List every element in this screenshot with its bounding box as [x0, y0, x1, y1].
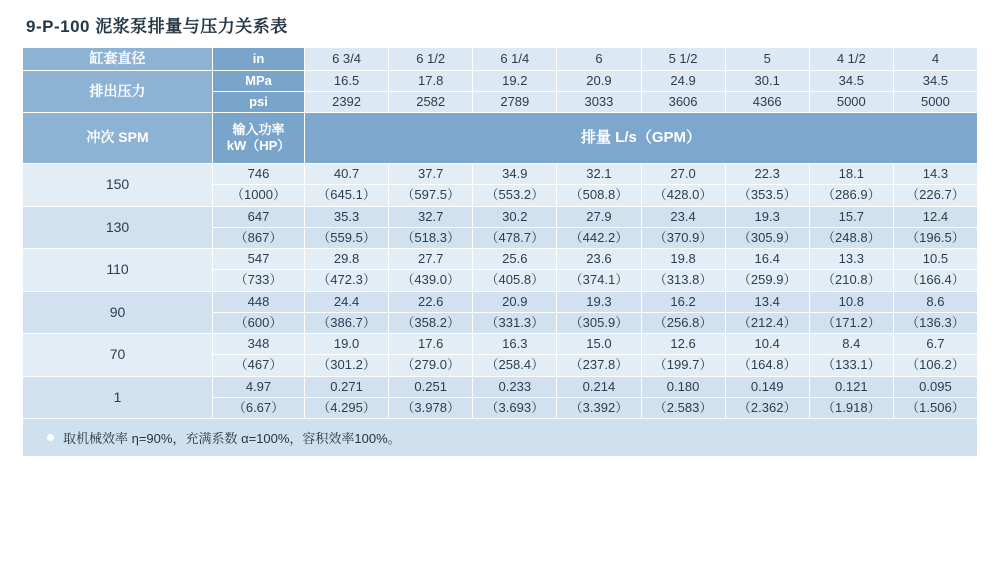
cell-flow-gpm: （136.3）	[893, 312, 977, 333]
cell-flow-ls: 10.8	[809, 291, 893, 312]
cell-flow-gpm: （212.4）	[725, 312, 809, 333]
cell-flow-gpm: （279.0）	[389, 355, 473, 376]
cell-flow-gpm: （259.9）	[725, 270, 809, 291]
cell-flow-ls: 12.6	[641, 334, 725, 355]
pressure-psi-3: 3033	[557, 91, 641, 112]
cell-power-kw: 348	[213, 334, 305, 355]
page-title: 9-P-100 泥浆泵排量与压力关系表	[26, 17, 288, 36]
cell-flow-ls: 0.214	[557, 376, 641, 397]
cell-flow-ls: 30.2	[473, 206, 557, 227]
cell-flow-ls: 0.251	[389, 376, 473, 397]
cell-flow-gpm: （331.3）	[473, 312, 557, 333]
cell-flow-ls: 0.095	[893, 376, 977, 397]
cell-flow-gpm: （196.5）	[893, 227, 977, 248]
cell-spm: 70	[23, 334, 213, 377]
pressure-mpa-2: 19.2	[473, 70, 557, 91]
table-row	[23, 334, 978, 355]
pressure-mpa-4: 24.9	[641, 70, 725, 91]
cell-flow-ls: 17.6	[389, 334, 473, 355]
cell-spm: 130	[23, 206, 213, 249]
cell-flow-ls: 37.7	[389, 164, 473, 185]
table-row	[23, 376, 978, 397]
cell-flow-gpm: （553.2）	[473, 185, 557, 206]
cell-flow-ls: 24.4	[305, 291, 389, 312]
col-header-input-power	[213, 113, 305, 164]
pressure-psi-1: 2582	[389, 91, 473, 112]
table-row	[23, 249, 978, 270]
pressure-psi-5: 4366	[725, 91, 809, 112]
pressure-mpa-3: 20.9	[557, 70, 641, 91]
cell-flow-gpm: （597.5）	[389, 185, 473, 206]
cell-flow-ls: 32.7	[389, 206, 473, 227]
liner-size-2: 6 1/4	[473, 48, 557, 71]
cell-flow-gpm: （405.8）	[473, 270, 557, 291]
cell-flow-ls: 22.6	[389, 291, 473, 312]
cell-flow-ls: 16.2	[641, 291, 725, 312]
unit-in: in	[213, 48, 305, 71]
cell-flow-gpm: （472.3）	[305, 270, 389, 291]
cell-flow-gpm: （313.8）	[641, 270, 725, 291]
table-row-pressure-mpa	[23, 70, 978, 91]
col-header-input-power-line1: 输入功率	[232, 121, 285, 137]
liner-size-4: 5 1/2	[641, 48, 725, 71]
cell-flow-gpm: （3.392）	[557, 397, 641, 418]
cell-flow-gpm: （1.918）	[809, 397, 893, 418]
cell-flow-ls: 27.7	[389, 249, 473, 270]
cell-flow-gpm: （559.5）	[305, 227, 389, 248]
cell-flow-gpm: （237.8）	[557, 355, 641, 376]
cell-flow-gpm: （286.9）	[809, 185, 893, 206]
cell-flow-ls: 23.6	[557, 249, 641, 270]
cell-flow-gpm: （353.5）	[725, 185, 809, 206]
cell-flow-gpm: （2.362）	[725, 397, 809, 418]
cell-power-hp: （733）	[213, 270, 305, 291]
cell-flow-gpm: （171.2）	[809, 312, 893, 333]
liner-size-6: 4 1/2	[809, 48, 893, 71]
pump-spec-table	[22, 47, 978, 419]
row-label-discharge-pressure: 排出压力	[23, 70, 213, 113]
cell-power-kw: 746	[213, 164, 305, 185]
cell-flow-gpm: （166.4）	[893, 270, 977, 291]
cell-flow-gpm: （518.3）	[389, 227, 473, 248]
bullet-icon	[47, 434, 54, 441]
cell-flow-ls: 18.1	[809, 164, 893, 185]
cell-power-hp: （6.67）	[213, 397, 305, 418]
table-row	[23, 164, 978, 185]
cell-flow-gpm: （645.1）	[305, 185, 389, 206]
cell-flow-gpm: （3.693）	[473, 397, 557, 418]
cell-flow-gpm: （428.0）	[641, 185, 725, 206]
pressure-mpa-6: 34.5	[809, 70, 893, 91]
cell-flow-ls: 15.0	[557, 334, 641, 355]
cell-flow-gpm: （133.1）	[809, 355, 893, 376]
cell-flow-ls: 22.3	[725, 164, 809, 185]
cell-flow-ls: 40.7	[305, 164, 389, 185]
cell-flow-gpm: （305.9）	[557, 312, 641, 333]
table-footnote	[22, 419, 978, 457]
cell-flow-ls: 25.6	[473, 249, 557, 270]
cell-flow-ls: 8.6	[893, 291, 977, 312]
cell-power-hp: （467）	[213, 355, 305, 376]
cell-flow-gpm: （248.8）	[809, 227, 893, 248]
cell-flow-ls: 13.4	[725, 291, 809, 312]
cell-spm: 150	[23, 164, 213, 207]
cell-flow-ls: 10.5	[893, 249, 977, 270]
cell-spm: 1	[23, 376, 213, 419]
cell-flow-ls: 6.7	[893, 334, 977, 355]
footnote-text: 取机械效率 η=90%，充满系数 α=100%，容积效率100%。	[63, 431, 401, 446]
cell-flow-gpm: （226.7）	[893, 185, 977, 206]
cell-flow-ls: 27.9	[557, 206, 641, 227]
col-header-spm: 冲次 SPM	[23, 113, 213, 164]
cell-flow-gpm: （164.8）	[725, 355, 809, 376]
cell-flow-gpm: （256.8）	[641, 312, 725, 333]
cell-flow-ls: 32.1	[557, 164, 641, 185]
cell-power-hp: （600）	[213, 312, 305, 333]
cell-flow-ls: 20.9	[473, 291, 557, 312]
cell-flow-gpm: （508.8）	[557, 185, 641, 206]
cell-flow-ls: 0.149	[725, 376, 809, 397]
liner-size-1: 6 1/2	[389, 48, 473, 71]
cell-flow-ls: 0.121	[809, 376, 893, 397]
cell-flow-gpm: （439.0）	[389, 270, 473, 291]
cell-power-hp: （867）	[213, 227, 305, 248]
cell-flow-gpm: （370.9）	[641, 227, 725, 248]
pressure-psi-2: 2789	[473, 91, 557, 112]
table-row-column-headers	[23, 113, 978, 164]
cell-flow-ls: 0.271	[305, 376, 389, 397]
pressure-psi-6: 5000	[809, 91, 893, 112]
cell-flow-ls: 0.180	[641, 376, 725, 397]
cell-flow-ls: 34.9	[473, 164, 557, 185]
cell-flow-ls: 15.7	[809, 206, 893, 227]
liner-size-3: 6	[557, 48, 641, 71]
cell-flow-ls: 23.4	[641, 206, 725, 227]
cell-power-kw: 4.97	[213, 376, 305, 397]
cell-flow-ls: 29.8	[305, 249, 389, 270]
col-header-input-power-line2: kW（HP）	[226, 138, 291, 153]
pressure-mpa-5: 30.1	[725, 70, 809, 91]
cell-power-hp: （1000）	[213, 185, 305, 206]
unit-mpa: MPa	[213, 70, 305, 91]
cell-power-kw: 448	[213, 291, 305, 312]
cell-flow-ls: 13.3	[809, 249, 893, 270]
cell-flow-ls: 27.0	[641, 164, 725, 185]
pressure-mpa-1: 17.8	[389, 70, 473, 91]
cell-flow-gpm: （2.583）	[641, 397, 725, 418]
cell-spm: 90	[23, 291, 213, 334]
cell-spm: 110	[23, 249, 213, 292]
cell-flow-ls: 19.8	[641, 249, 725, 270]
pressure-psi-7: 5000	[893, 91, 977, 112]
cell-flow-ls: 14.3	[893, 164, 977, 185]
row-label-liner-diameter: 缸套直径	[23, 48, 213, 71]
cell-flow-gpm: （106.2）	[893, 355, 977, 376]
cell-flow-gpm: （301.2）	[305, 355, 389, 376]
cell-flow-gpm: （1.506）	[893, 397, 977, 418]
cell-flow-ls: 35.3	[305, 206, 389, 227]
cell-flow-ls: 16.4	[725, 249, 809, 270]
cell-power-kw: 647	[213, 206, 305, 227]
cell-flow-gpm: （199.7）	[641, 355, 725, 376]
pressure-psi-4: 3606	[641, 91, 725, 112]
pressure-mpa-7: 34.5	[893, 70, 977, 91]
col-header-displacement: 排量 L/s（GPM）	[305, 113, 978, 164]
pressure-mpa-0: 16.5	[305, 70, 389, 91]
liner-size-0: 6 3/4	[305, 48, 389, 71]
liner-size-7: 4	[893, 48, 977, 71]
cell-flow-gpm: （386.7）	[305, 312, 389, 333]
cell-flow-ls: 10.4	[725, 334, 809, 355]
cell-flow-ls: 19.0	[305, 334, 389, 355]
table-row	[23, 206, 978, 227]
cell-flow-gpm: （358.2）	[389, 312, 473, 333]
cell-power-kw: 547	[213, 249, 305, 270]
cell-flow-ls: 8.4	[809, 334, 893, 355]
cell-flow-gpm: （305.9）	[725, 227, 809, 248]
cell-flow-gpm: （442.2）	[557, 227, 641, 248]
cell-flow-ls: 19.3	[725, 206, 809, 227]
pressure-psi-0: 2392	[305, 91, 389, 112]
cell-flow-gpm: （374.1）	[557, 270, 641, 291]
table-row-liner-diameter	[23, 48, 978, 71]
cell-flow-gpm: （258.4）	[473, 355, 557, 376]
cell-flow-gpm: （4.295）	[305, 397, 389, 418]
table-row	[23, 291, 978, 312]
liner-size-5: 5	[725, 48, 809, 71]
cell-flow-ls: 0.233	[473, 376, 557, 397]
cell-flow-gpm: （3.978）	[389, 397, 473, 418]
cell-flow-gpm: （210.8）	[809, 270, 893, 291]
cell-flow-gpm: （478.7）	[473, 227, 557, 248]
unit-psi: psi	[213, 91, 305, 112]
cell-flow-ls: 16.3	[473, 334, 557, 355]
cell-flow-ls: 19.3	[557, 291, 641, 312]
cell-flow-ls: 12.4	[893, 206, 977, 227]
